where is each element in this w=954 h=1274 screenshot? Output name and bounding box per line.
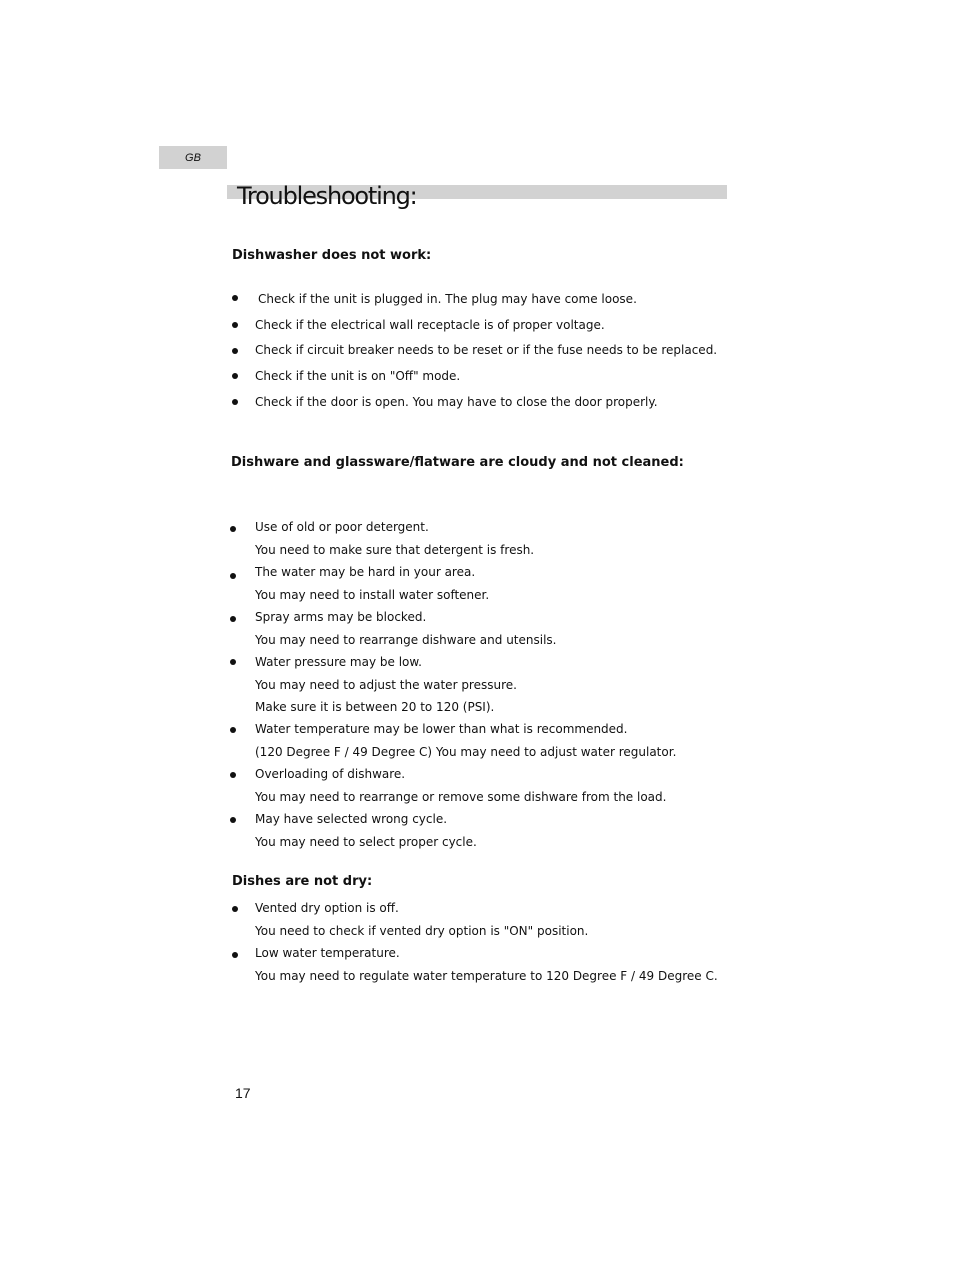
item-text: You need to check if vented dry option is "ON" position. xyxy=(255,924,589,938)
item-text: Overloading of dishware. xyxy=(255,767,406,781)
section-heading-not-working: Dishwasher does not work: xyxy=(232,248,432,263)
item-text: Check if the unit is plugged in. The plug may have come loose. xyxy=(258,292,637,306)
bullet-icon xyxy=(230,727,236,733)
bullet-icon xyxy=(230,526,236,532)
item-text: You may need to install water softener. xyxy=(255,588,490,602)
bullet-icon xyxy=(230,772,236,778)
bullet-icon xyxy=(230,573,236,579)
item-text: The water may be hard in your area. xyxy=(255,565,476,579)
page-title: Troubleshooting: xyxy=(237,182,417,210)
item-text: Vented dry option is off. xyxy=(255,901,399,915)
item-text: You may need to rearrange or remove some dishware from the load. xyxy=(255,790,667,804)
bullet-icon xyxy=(232,295,238,301)
bullet-icon xyxy=(230,817,236,823)
item-text: May have selected wrong cycle. xyxy=(255,812,448,826)
bullet-icon xyxy=(230,659,236,665)
bullet-icon xyxy=(232,373,238,379)
item-text: Water temperature may be lower than what is recommended. xyxy=(255,722,628,736)
item-text: Water pressure may be low. xyxy=(255,655,422,669)
bullet-icon xyxy=(232,399,238,405)
item-text: Check if circuit breaker needs to be reset or if the fuse needs to be replaced. xyxy=(255,343,718,357)
section-heading-cloudy: Dishware and glassware/flatware are cloudy and not cleaned: xyxy=(231,455,684,470)
item-text: Check if the electrical wall receptacle is of proper voltage. xyxy=(255,318,605,332)
item-text: You may need to rearrange dishware and utensils. xyxy=(255,633,557,647)
section-heading-not-dry: Dishes are not dry: xyxy=(232,874,373,889)
language-tab: GB xyxy=(159,146,227,169)
item-text: Low water temperature. xyxy=(255,946,400,960)
item-text: Check if the door is open. You may have to close the door properly. xyxy=(255,395,658,409)
item-text: (120 Degree F / 49 Degree C) You may need to adjust water regulator. xyxy=(255,745,677,759)
item-text: You need to make sure that detergent is fresh. xyxy=(255,543,535,557)
item-text: Make sure it is between 20 to 120 (PSI). xyxy=(255,700,495,714)
item-text: Check if the unit is on "Off" mode. xyxy=(255,369,461,383)
item-text: You may need to regulate water temperature to 120 Degree F / 49 Degree C. xyxy=(255,969,718,983)
item-text: Use of old or poor detergent. xyxy=(255,520,429,534)
bullet-icon xyxy=(232,348,238,354)
bullet-icon xyxy=(232,906,238,912)
page-number: 17 xyxy=(235,1085,251,1101)
bullet-icon xyxy=(232,952,238,958)
item-text: Spray arms may be blocked. xyxy=(255,610,427,624)
bullet-icon xyxy=(232,322,238,328)
item-text: You may need to adjust the water pressure. xyxy=(255,678,517,692)
item-text: You may need to select proper cycle. xyxy=(255,835,477,849)
bullet-icon xyxy=(230,616,236,622)
